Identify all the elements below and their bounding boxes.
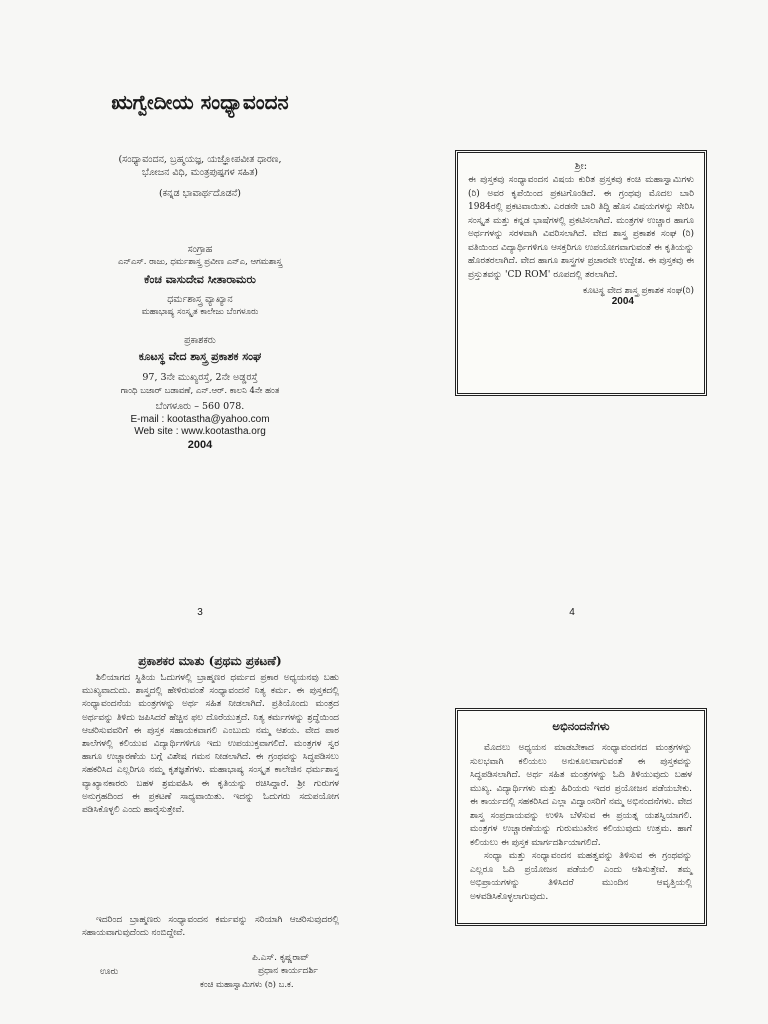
page-number: 4 xyxy=(569,607,575,618)
signatory-place: ಊರು xyxy=(100,967,119,977)
publisher-note-closing xyxy=(82,914,339,940)
book-title: ಋಗ್ವೇದೀಯ ಸಂಧ್ಯಾವಂದನ xyxy=(111,90,289,114)
translator-detail: ಮಹಾಭಾಷ್ಯ ಸಂಸ್ಕೃತ ಕಾಲೇಜು ಬೆಂಗಳೂರು xyxy=(141,307,259,317)
subtitle-line-2: ಭೋಜನ ವಿಧಿ, ಮಂತ್ರಪುಷ್ಪಗಳ ಸಹಿತ) xyxy=(142,167,258,178)
acknowledgement-frame xyxy=(455,708,707,926)
compiler-name: ಕೆಂಚ ವಾಸುದೇವ ಸೀತಾರಾಮರು xyxy=(144,273,256,286)
subtitle-line-1: (ಸಂಧ್ಯಾವಂದನ, ಬ್ರಹ್ಮಯಜ್ಞ, ಯಜ್ಞೋಪವೀತ ಧಾರಣ, xyxy=(118,154,282,165)
year: 2004 xyxy=(187,439,213,451)
publisher-name: ಕೂಟಸ್ಥ ವೇದ ಶಾಸ್ತ್ರ ಪ್ರಕಾಶಕ ಸಂಘ xyxy=(138,350,262,363)
paragraph: ಸಂಧ್ಯಾ ಮತ್ತು ಸಂಧ್ಯಾವಂದನ ಮಹತ್ವವನ್ನು ತಿಳಿಸುವ ಈ ಗ್ರಂಥವನ್ನು ಎಲ್ಲರೂ ಓದಿ ಪ್ರಯೋಜನ ಪಡೆಯಲಿ ಎಂದು ಆಶಿಸುತ್ತೇವೆ. ತಮ್ಮ ಅಭಿಪ್ರಾಯಗಳನ್ನು ತಿಳಿಸಿದರೆ ಮುಂದಿನ ಆವೃತ್ತಿಯಲ್ಲಿ ಅಳವಡಿಸಿಕೊಳ್ಳಲಾಗುವುದು. xyxy=(470,851,692,902)
frame-signature: ಕೂಟಸ್ಥ ವೇದ ಶಾಸ್ತ್ರ ಪ್ರಕಾಶಕ ಸಂಘ(ರಿ) xyxy=(583,286,694,296)
website: Web site : www.kootastha.org xyxy=(134,426,266,437)
subtitle-line-3: (ಕನ್ನಡ ಭಾವಾರ್ಥದೊಡನೆ) xyxy=(159,188,241,199)
email: E-mail : kootastha@yahoo.com xyxy=(130,414,270,425)
publisher-label: ಪ್ರಕಾಶಕರು xyxy=(184,335,216,346)
compiler-label: ಸಂಗ್ರಾಹ xyxy=(187,244,213,255)
address-line-3: ಬೆಂಗಳೂರು – 560 078. xyxy=(155,401,245,412)
translator-label: ಧರ್ಮಶಾಸ್ತ್ರ ವ್ಯಾಖ್ಯಾನ xyxy=(167,294,233,305)
page-number: 3 xyxy=(197,607,203,618)
signatory-org: ಕಂಚಿ ಮಹಾಸ್ವಾಮಿಗಳು (ರಿ) ಬ.ಕ. xyxy=(200,980,294,990)
frame-heading: ಶ್ರೀ: xyxy=(574,161,588,172)
frame-body: ಈ ಪುಸ್ತಕವು ಸಂಧ್ಯಾವಂದನ ವಿಷಯ ಕುರಿತ ಪ್ರಸ್ತಕವು ಕಂಚಿ ಮಹಾಸ್ವಾಮಿಗಳು (ರಿ) ಅವರ ಕೃಪೆಯಿಂದ ಪ್ರಕಟಗೊಂಡಿದೆ. ಈ ಗ್ರಂಥವು ಮೊದಲ ಬಾರಿ 1984ರಲ್ಲಿ ಪ್ರಕಟವಾಯಿತು. ಎರಡನೇ ಬಾರಿ ತಿದ್ದಿ ಹೊಸ ವಿಷಯಗಳನ್ನು ಸೇರಿಸಿ ಸಂಸ್ಕೃತ ಮತ್ತು ಕನ್ನಡ ಭಾಷೆಗಳಲ್ಲಿ ಪ್ರಕಟಿಸಲಾಗಿದೆ. ಮಂತ್ರಗಳ ಉಚ್ಚಾರ ಹಾಗೂ ಅರ್ಥಗಳನ್ನು ಸರಳವಾಗಿ ವಿವರಿಸಲಾಗಿದೆ. ವೇದ ಶಾಸ್ತ್ರ ಪ್ರಕಾಶಕ ಸಂಘ (ರಿ) ವತಿಯಿಂದ ವಿದ್ಯಾರ್ಥಿಗಳಿಗೂ ಆಸಕ್ತರಿಗೂ ಉಪಯೋಗವಾಗುವಂತೆ ಈ ಕೃತಿಯನ್ನು ಹೊರತರಲಾಗಿದೆ. ವೇದ ಹಾಗೂ ಶಾಸ್ತ್ರಗಳ ಪ್ರಚಾರವೇ ಉದ್ದೇಶ. ಈ ಪುಸ್ತಕವು ಈ ಪ್ರಸ್ತುತವನ್ನು 'CD ROM' ರೂಪದಲ್ಲಿ ತರಲಾಗಿದೆ. xyxy=(468,175,694,280)
publisher-note-body xyxy=(82,672,339,910)
acknowledgement-heading: ಅಭಿನಂದನೆಗಳು xyxy=(552,719,610,733)
paragraph: ಇದರಿಂದ ಬ್ರಾಹ್ಮಣರು ಸಂಧ್ಯಾವಂದನ ಕರ್ಮವನ್ನು ಸರಿಯಾಗಿ ಆಚರಿಸುವುದರಲ್ಲಿ ಸಹಾಯವಾಗುವುದೆಂದು ನಂಬಿದ್ದೇವೆ. xyxy=(82,915,339,939)
frame-year: 2004 xyxy=(611,296,634,307)
signatory-name: ಪಿ.ಎಸ್. ಕೃಷ್ಣರಾವ್ xyxy=(252,953,309,963)
paragraph: ಮೊದಲು ಅಧ್ಯಯನ ಮಾಡಬೇಕಾದ ಸಂಧ್ಯಾವಂದನದ ಮಂತ್ರಗಳನ್ನು ಸುಲಭವಾಗಿ ಕಲಿಯಲು ಅನುಕೂಲವಾಗುವಂತೆ ಈ ಪುಸ್ತಕವನ್ನು ಸಿದ್ಧಪಡಿಸಲಾಗಿದೆ. ಅರ್ಥ ಸಹಿತ ಮಂತ್ರಗಳನ್ನು ಓದಿ ತಿಳಿಯುವುದು ಬಹಳ ಮುಖ್ಯ. ವಿದ್ಯಾರ್ಥಿಗಳು ಮತ್ತು ಹಿರಿಯರು ಇದರ ಪ್ರಯೋಜನ ಪಡೆಯಬೇಕು. ಈ ಕಾರ್ಯದಲ್ಲಿ ಸಹಕರಿಸಿದ ಎಲ್ಲಾ ವಿದ್ವಾಂಸರಿಗೆ ನಮ್ಮ ಅಭಿನಂದನೆಗಳು. ವೇದ ಶಾಸ್ತ್ರ ಸಂಪ್ರದಾಯವನ್ನು ಉಳಿಸಿ ಬೆಳೆಸುವ ಈ ಪ್ರಯತ್ನ ಯಶಸ್ವಿಯಾಗಲಿ. ಮಂತ್ರಗಳ ಉಚ್ಚಾರಣೆಯನ್ನು ಗುರುಮುಖೇನ ಕಲಿಯುವುದು ಉತ್ತಮ. ಹಾಗೆ ಕಲಿಯಲು ಈ ಪುಸ್ತಕ ಮಾರ್ಗದರ್ಶಿಯಾಗಲಿದೆ. xyxy=(470,743,692,848)
address-line-2: ಗಾಂಧಿ ಬಜಾರ್ ಬಡಾವಣೆ, ಎನ್.ಆರ್. ಕಾಲನಿ 4ನೇ ಹಂತ xyxy=(120,386,280,396)
paragraph: ಶಿಲಿಯಾಗದ ಸ್ಥಿತಿಯ ಓದುಗಳಲ್ಲಿ ಬ್ರಾಹ್ಮಣರ ಧರ್ಮದ ಪ್ರಕಾರ ಅಧ್ಯಯನವು ಬಹು ಮುಖ್ಯವಾದುದು. ಶಾಸ್ತ್ರದಲ್ಲಿ ಹೇಳಿರುವಂತೆ ಸಂಧ್ಯಾವಂದನೆ ನಿತ್ಯ ಕರ್ಮ. ಈ ಪುಸ್ತಕದಲ್ಲಿ ಸಂಧ್ಯಾವಂದನೆಯ ಮಂತ್ರಗಳನ್ನು ಅರ್ಥ ಸಹಿತ ನೀಡಲಾಗಿದೆ. ಪ್ರತಿಯೊಂದು ಮಂತ್ರದ ಅರ್ಥವನ್ನು ತಿಳಿದು ಜಪಿಸಿದರೆ ಹೆಚ್ಚಿನ ಫಲ ದೊರೆಯುತ್ತದೆ. ನಿತ್ಯ ಕರ್ಮಗಳನ್ನು ಶ್ರದ್ಧೆಯಿಂದ ಆಚರಿಸುವವರಿಗೆ ಈ ಪುಸ್ತಕ ಸಹಾಯಕವಾಗಲಿ ಎಂಬುದು ನಮ್ಮ ಆಶಯ. ವೇದ ಪಾಠ ಶಾಲೆಗಳಲ್ಲಿ ಕಲಿಯುವ ವಿದ್ಯಾರ್ಥಿಗಳಿಗೂ ಇದು ಉಪಯುಕ್ತವಾಗಲಿದೆ. ಮಂತ್ರಗಳ ಸ್ವರ ಹಾಗೂ ಉಚ್ಚಾರಣೆಯ ಬಗ್ಗೆ ವಿಶೇಷ ಗಮನ ನೀಡಲಾಗಿದೆ. ಈ ಗ್ರಂಥವನ್ನು ಸಿದ್ಧಪಡಿಸಲು ಸಹಕರಿಸಿದ ಎಲ್ಲರಿಗೂ ನಮ್ಮ ಕೃತಜ್ಞತೆಗಳು. ಮಹಾಭಾಷ್ಯ ಸಂಸ್ಕೃತ ಕಾಲೇಜಿನ ಧರ್ಮಶಾಸ್ತ್ರ ವ್ಯಾಖ್ಯಾನಕಾರರು ಬಹಳ ಶ್ರಮವಹಿಸಿ ಈ ಕೃತಿಯನ್ನು ರಚಿಸಿದ್ದಾರೆ. ಶ್ರೀ ಗುರುಗಳ ಅನುಗ್ರಹದಿಂದ ಈ ಪ್ರಕಟಣೆ ಸಾಧ್ಯವಾಯಿತು. ಇದನ್ನು ಓದುಗರು ಸದುಪಯೋಗ ಪಡಿಸಿಕೊಳ್ಳಲಿ ಎಂದು ಹಾರೈಸುತ್ತೇವೆ. xyxy=(82,673,339,816)
publisher-note-heading: ಪ್ರಕಾಶಕರ ಮಾತು (ಪ್ರಥಮ ಪ್ರಕಟಣೆ) xyxy=(138,654,282,668)
signatory-title: ಪ್ರಧಾನ ಕಾರ್ಯದರ್ಶಿ xyxy=(258,966,318,976)
address-line-1: 97, 3ನೇ ಮುಖ್ಯರಸ್ತೆ, 2ನೇ ಅಡ್ಡರಸ್ತೆ xyxy=(142,372,258,383)
compiler-detail: ಎನ್‌ಎಸ್. ರಾಜು, ಧರ್ಮಶಾಸ್ತ್ರ ಪ್ರವೀಣ ಎನ್ಎ, ಆಗಮಶಾಸ್ತ್ರ xyxy=(118,257,282,267)
dedication-frame xyxy=(455,150,707,396)
